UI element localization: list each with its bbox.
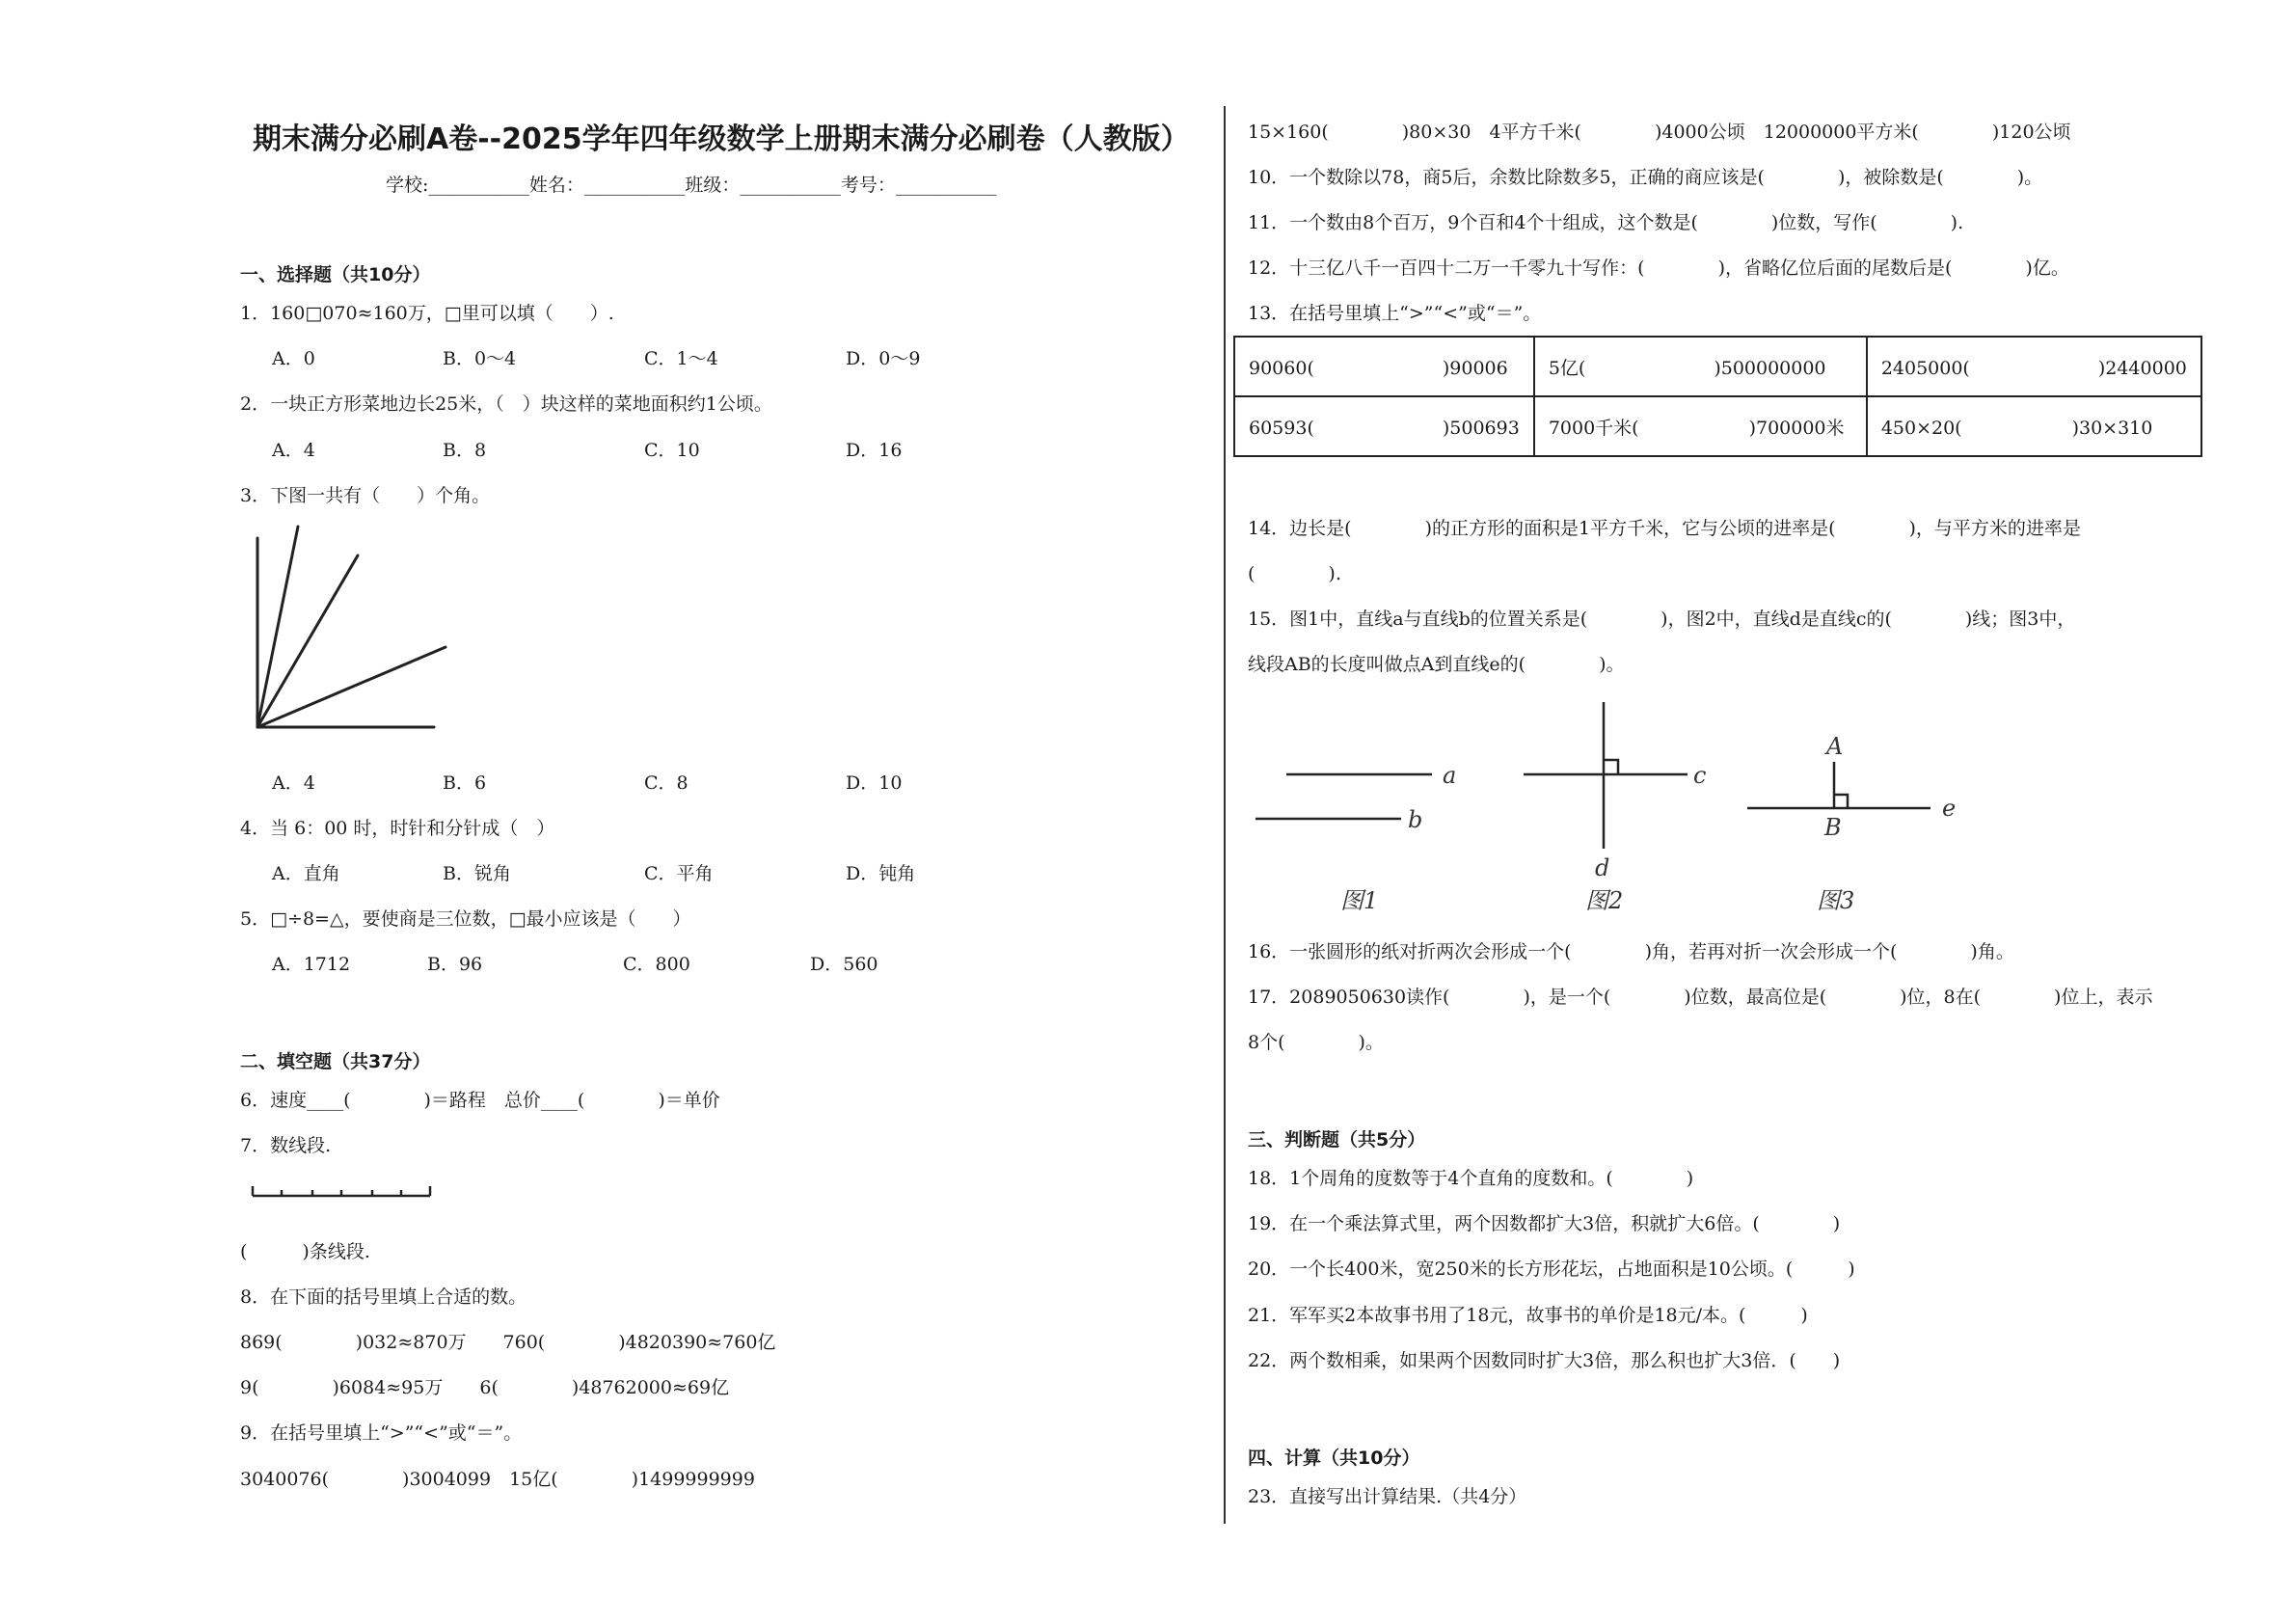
q5-option-c: C．800	[623, 954, 690, 975]
section-choice-title: 一、选择题（共10分）	[240, 264, 431, 285]
section-fill-title: 二、填空题（共37分）	[240, 1051, 431, 1072]
question-23: 23．直接写出计算结果.（共4分）	[1248, 1486, 1527, 1507]
question-21: 21．军军买2本故事书用了18元，故事书的单价是18元/本。( )	[1248, 1305, 1808, 1326]
question-8: 8．在下面的括号里填上合适的数。	[240, 1286, 527, 1308]
comparison-table	[1233, 336, 2202, 457]
question-18: 18．1个周角的度数等于4个直角的度数和。( )	[1248, 1168, 1694, 1189]
q4-option-d: D．钝角	[846, 863, 916, 884]
caption-figure-1: 图1	[1340, 887, 1379, 914]
question-7: 7．数线段.	[240, 1135, 332, 1156]
q5-option-d: D．560	[810, 954, 878, 975]
section-calc-title: 四、计算（共10分）	[1248, 1448, 1420, 1469]
column-divider	[1224, 106, 1226, 1524]
question-14-line-2: ( ).	[1248, 563, 1341, 584]
question-13: 13．在括号里填上“>”“<”或“＝”。	[1248, 303, 1542, 324]
label-d: d	[1595, 854, 1610, 881]
figures-1-2-3	[1244, 694, 1977, 926]
q1-option-d: D．0～9	[846, 348, 921, 369]
q3-option-c: C．8	[644, 772, 688, 794]
question-7-answer: ( )条线段.	[240, 1241, 370, 1262]
q3-option-d: D．10	[846, 772, 903, 794]
q2-option-a: A．4	[272, 440, 315, 461]
question-16: 16．一张圆形的纸对折两次会形成一个( )角，若再对折一次会形成一个( )角。	[1248, 941, 2014, 962]
table-row	[1234, 337, 2201, 396]
caption-figure-2: 图2	[1585, 887, 1624, 914]
label-e: e	[1942, 795, 1957, 822]
q2-option-c: C．10	[644, 440, 700, 461]
label-c: c	[1693, 762, 1707, 789]
student-info-line: 学校:___________姓名：___________班级：___________考号：___________	[386, 175, 997, 196]
question-2: 2．一块正方形菜地边长25米，（ ）块这样的菜地面积约1公顷。	[240, 393, 772, 415]
table-cell: 5亿( )500000000	[1534, 337, 1867, 396]
label-point-b: B	[1824, 814, 1842, 841]
q3-option-b: B．6	[443, 772, 487, 794]
label-a: a	[1443, 762, 1457, 789]
question-9-line-1: 3040076( )3004099 15亿( )1499999999	[240, 1469, 755, 1490]
question-9: 9．在括号里填上“>”“<”或“＝”。	[240, 1422, 523, 1444]
table-cell: 2405000( )2440000	[1867, 337, 2201, 396]
question-8-line-1: 869( )032≈870万 760( )4820390≈760亿	[240, 1332, 776, 1353]
question-12: 12．十三亿八千一百四十二万一千零九十写作：( )，省略亿位后面的尾数后是( )亿。	[1248, 257, 2069, 279]
line-segment-diagram	[249, 1184, 434, 1200]
q5-option-a: A．1712	[272, 954, 351, 975]
table-cell: 7000千米( )700000米	[1534, 396, 1867, 456]
question-15-line-2: 线段AB的长度叫做点A到直线e的( )。	[1248, 654, 1625, 675]
q4-option-a: A．直角	[272, 863, 340, 884]
q3-option-a: A．4	[272, 772, 315, 794]
angle-diagram	[246, 521, 458, 733]
question-6: 6．速度____( )＝路程 总价____( )＝单价	[240, 1090, 720, 1111]
caption-figure-3: 图3	[1817, 887, 1855, 914]
table-cell: 60593( )500693	[1234, 396, 1534, 456]
q4-option-b: B．锐角	[443, 863, 511, 884]
section-judge-title: 三、判断题（共5分）	[1248, 1129, 1426, 1150]
q4-option-c: C．平角	[644, 863, 714, 884]
q1-option-c: C．1～4	[644, 348, 718, 369]
label-point-a: A	[1826, 733, 1844, 760]
q2-option-b: B．8	[443, 440, 487, 461]
q5-option-b: B．96	[427, 954, 483, 975]
question-17-line-1: 17．2089050630读作( )，是一个( )位数，最高位是( )位，8在( )位上，表示	[1248, 987, 2153, 1008]
question-3: 3．下图一共有（ ）个角。	[240, 485, 491, 506]
question-8-line-2: 9( )6084≈95万 6( )48762000≈69亿	[240, 1377, 730, 1398]
page-title: 期末满分必刷A卷--2025学年四年级数学上册期末满分必刷卷（人教版）	[253, 122, 1190, 156]
question-15-line-1: 15．图1中，直线a与直线b的位置关系是( )，图2中，直线d是直线c的( )线；图3中，	[1248, 609, 2076, 630]
question-1: 1．160□070≈160万，□里可以填（ ）.	[240, 303, 614, 324]
q1-option-b: B．0～4	[443, 348, 517, 369]
q2-option-d: D．16	[846, 440, 903, 461]
question-4: 4．当 6：00 时，时针和分针成（ ）	[240, 818, 555, 839]
question-17-line-2: 8个( )。	[1248, 1032, 1384, 1053]
question-11: 11．一个数由8个百万，9个百和4个十组成，这个数是( )位数，写作( ).	[1248, 212, 1964, 233]
question-22: 22．两个数相乘，如果两个因数同时扩大3倍，那么积也扩大3倍．( )	[1248, 1350, 1841, 1371]
question-20: 20．一个长400米，宽250米的长方形花坛，占地面积是10公顷。( )	[1248, 1259, 1855, 1280]
question-5: 5．□÷8=△，要使商是三位数，□最小应该是（ ）	[240, 908, 691, 930]
table-cell: 90060( )90006	[1234, 337, 1534, 396]
q1-option-a: A．0	[272, 348, 315, 369]
table-cell: 450×20( )30×310	[1867, 396, 2201, 456]
question-14-line-1: 14．边长是( )的正方形的面积是1平方千米，它与公顷的进率是( )，与平方米的进率是	[1248, 518, 2081, 539]
table-row	[1234, 396, 2201, 456]
question-19: 19．在一个乘法算式里，两个因数都扩大3倍，积就扩大6倍。( )	[1248, 1213, 1841, 1234]
question-10: 10．一个数除以78，商5后，余数比除数多5，正确的商应该是( )，被除数是( )。	[1248, 167, 2043, 188]
question-9-line-2: 15×160( )80×30 4平方千米( )4000公顷 12000000平方米( )120公顷	[1248, 122, 2071, 143]
label-b: b	[1408, 806, 1423, 833]
